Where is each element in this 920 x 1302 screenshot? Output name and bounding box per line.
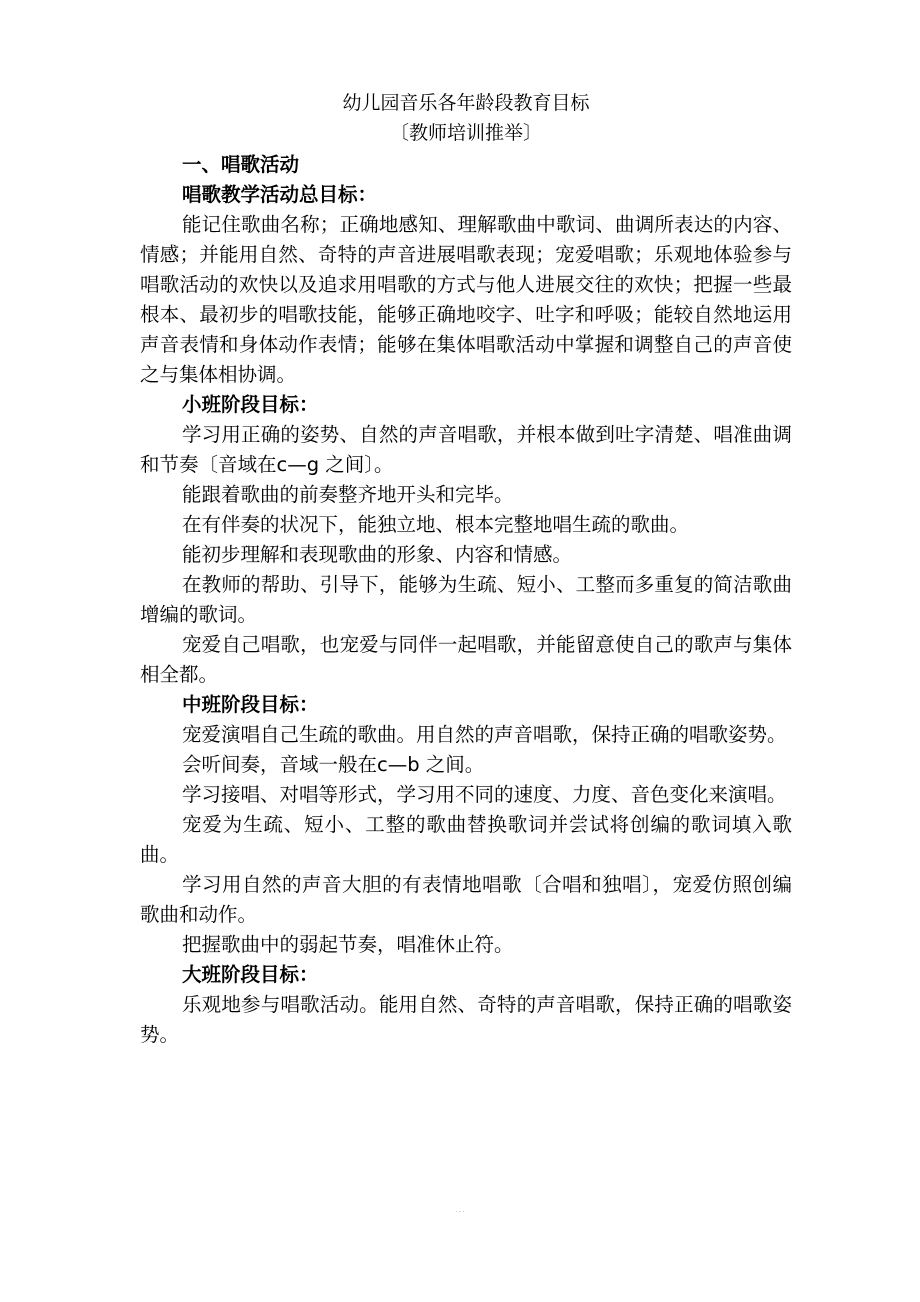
middle-class-item: 学习接唱、对唱等形式，学习用不同的速度、力度、音色变化来演唱。	[182, 783, 787, 806]
document-subtitle: 〔教师培训推举〕	[389, 122, 542, 144]
small-class-item: 在教师的帮助、引导下，能够为生疏、短小、工整而多重复的简洁歌曲增编的歌词。	[140, 573, 792, 626]
small-class-item: 宠爱自己唱歌，也宠爱与同伴一起唱歌，并能留意使自己的歌声与集体相全都。	[140, 633, 792, 686]
section-heading-singing: 一、唱歌活动	[182, 153, 300, 176]
small-class-heading: 小班阶段目标：	[182, 393, 319, 416]
middle-class-item: 会听间奏，音域一般在c—b 之间。	[182, 753, 485, 776]
large-class-heading: 大班阶段目标：	[182, 963, 319, 986]
overall-goal-text: 能记住歌曲名称；正确地感知、理解歌曲中歌词、曲调所表达的内容、情感；并能用自然、奇特的声音进展唱歌表现；宠爱唱歌；乐观地体验参与唱歌活动的欢快以及追求用唱歌的方式与他人进展交往的欢快；把握一些最根本、最初步的唱歌技能，能够正确地咬字、吐字和呼吸；能较自然地运用声音表情和身体动作表情；能够在集体唱歌活动中掌握和调整自己的声音使之与集体相协调。	[140, 213, 792, 386]
overall-goal-heading: 唱歌教学活动总目标：	[182, 183, 378, 206]
middle-class-item: 把握歌曲中的弱起节奏，唱准休止符。	[182, 933, 514, 956]
small-class-item: 在有伴奏的状况下，能独立地、根本完整地唱生疏的歌曲。	[182, 513, 690, 536]
page-footer-mark: ...	[455, 1205, 466, 1214]
middle-class-item: 学习用自然的声音大胆的有表情地唱歌〔合唱和独唱〕，宠爱仿照创编歌曲和动作。	[140, 873, 792, 926]
small-class-item: 能初步理解和表现歌曲的形象、内容和情感。	[182, 543, 573, 566]
middle-class-item: 宠爱为生疏、短小、工整的歌曲替换歌词并尝试将创编的歌词填入歌曲。	[140, 813, 792, 866]
middle-class-item: 宠爱演唱自己生疏的歌曲。用自然的声音唱歌，保持正确的唱歌姿势。	[182, 723, 787, 746]
document-title: 幼儿园音乐各年龄段教育目标	[342, 92, 590, 114]
small-class-item: 能跟着歌曲的前奏整齐地开头和完毕。	[182, 483, 514, 506]
small-class-item: 学习用正确的姿势、自然的声音唱歌，并根本做到吐字清楚、唱准曲调和节奏〔音域在c—g 之间〕。	[140, 423, 792, 476]
document-page	[140, 88, 792, 1050]
middle-class-heading: 中班阶段目标：	[182, 693, 319, 716]
large-class-item: 乐观地参与唱歌活动。能用自然、奇特的声音唱歌，保持正确的唱歌姿势。	[140, 993, 792, 1046]
